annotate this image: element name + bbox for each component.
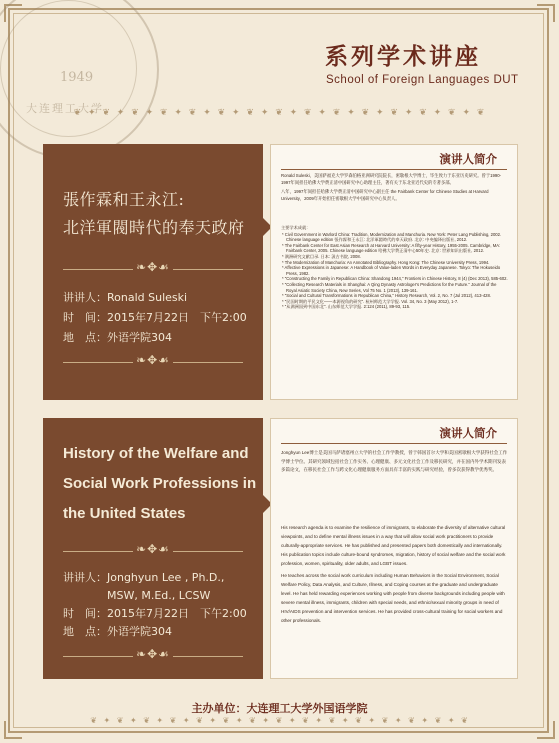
scroll-ornament-icon: ❧✥☙ (136, 542, 170, 556)
lecture1-panel (43, 144, 263, 400)
lecture1-intro-heading: 演讲人简介 (439, 152, 497, 166)
footer-ornament: ❦ ✦ ❦ ✦ ❦ ✦ ❦ ✦ ❦ ✦ ❦ ✦ ❦ ✦ ❦ ✦ ❦ ✦ ❦ ✦ ❦ ✦ ❦ ✦ ❦ ✦ ❦ ✦ ❦ (90, 716, 470, 724)
scroll-line (173, 656, 243, 657)
corner-ornament (537, 4, 555, 22)
page-title: 系列学术讲座 (325, 44, 481, 70)
work-item: * Affective Expressions in Japanese: A Handbook of Value-laden Words in Everyday Japanese. Tokyo: The Hokuseido Press, 1982. (282, 265, 501, 276)
lecture1-bio-panel (270, 144, 518, 400)
work-item: * "民国时期的平民文化——本源视角的研究". 杭州师范大学学报. Vol. 34, No. 3 (May 2012), 1-7. (282, 298, 459, 304)
corner-ornament (4, 721, 22, 739)
lecture2-speaker-credentials: MSW, M.Ed., LCSW (63, 589, 211, 602)
lecture2-place: 地 点：外语学院304 (63, 625, 172, 638)
lecture2-intro-heading: 演讲人简介 (439, 426, 497, 440)
work-item: * 满洲研究文献目录. 日本: 汲古书院, 2008. (282, 253, 361, 259)
work-item: * The Modernization of Manchuria: An Annotated Bibliography. Hong Kong: The Chinese University Press, 1994. (282, 259, 490, 265)
lecture2-bio-en-para1: His research agenda is to examine the resilience of immigrants, to elaborate the diversity of alternative cultural viewpoints, and to define mental illness issues in a way that will allow social work practitioners to provide culturally-appropriate services. He has published and presented papers both domestically and internationally. His publication topics include culture-bound syndromes, migration, history of social welfare and the social work profession, women, spirituality, older adults, and LGBT issues. (281, 525, 506, 566)
works-heading: 主要学术成就： (281, 225, 311, 230)
work-item: * "Collecting Research Materials in Shanghai: A Qing Dynasty Astrologer's Predictions for the Future." Journal of the Royal Asiatic Society China, New Series, Vol 75 No. 1 (2013), 139-161. (282, 281, 497, 293)
lecture2-bio-en-para2: He teaches across the social work curriculum including Human Behaviors in the Social Environment, Social Welfare Policy, Data Analysis, and Culture, Illness, and Coping courses at the graduate and undergraduate level. He has held rewarding experiences working with people from diverse backgrounds including people with severe mental illness, immigrants, children with special needs, and ethnic/sexual minority groups in need of HIV/AIDS prevention and intervention services. He has provided cross-cultural training for social workers and other professionals. (281, 573, 505, 623)
work-item: * "Social and Cultural Transformations in Republican China," History Research, Vol. 2, No. 7 (Jul 2012), 413-428. (282, 293, 491, 299)
lecture1-bio-text2: 八年，1997年间担任哈佛大学费正清中国研究中心副主任 the Fairbank Center for Chinese Studies at Harvard University，2009年开始担任密歇根大学中国研究中心负责人。 (281, 189, 489, 201)
page-subtitle: School of Foreign Languages DUT (326, 74, 519, 86)
lecture1-time: 时 间：2015年7月22日 下午2:00 (63, 311, 247, 324)
lecture2-panel (43, 418, 263, 679)
seal-year: 1949 (60, 70, 94, 85)
scroll-line (173, 551, 243, 552)
lecture2-bio-panel (270, 418, 518, 679)
lecture1-speaker: 讲讲人：Ronald Suleski (63, 291, 188, 304)
scroll-line (173, 362, 243, 363)
work-item: * The Fairbank Center for East Asian Research at Harvard University: A fifty-year History, 1955-2005. Cambridge, MA: Fairbank Center, 2005. Chinese language edition 哈佛大学费正清中心50年史. 北京: 世界知识出版社, 2012. (282, 242, 501, 254)
lecture2-title-line3: the United States (63, 505, 186, 522)
lecture2-bio-cn: Jonghyun Lee博士是美国马萨诸塞州立大学的社会工作学教授，曾于韩国首尔大学和美国密歇根大学获得社会工作学博士学位。其研究领域包括社会工作实务、心理健康、多元文化社会工作及移民研究，并在国内外学术期刊发表多篇论文，在移民社会工作与跨文化心理健康服务方面具有丰富的实践与研究经验，曾多次获得教学优秀奖。 (281, 450, 508, 472)
scroll-ornament-icon: ❧✥☙ (136, 353, 170, 367)
divider-ornament: ❦ ✦ ❦ ✦ ❦ ✦ ❦ ✦ ❦ ✦ ❦ ✦ ❦ ✦ ❦ ✦ ❦ ✦ ❦ ✦ ❦ ✦ ❦ ✦ ❦ ✦ ❦ ✦ ❦ (73, 108, 487, 118)
lecture1-works (281, 225, 508, 397)
lecture1-place: 地 点：外语学院304 (63, 331, 172, 344)
scroll-line (173, 269, 243, 270)
lecture2-title-line1: History of the Welfare and (63, 445, 249, 462)
lecture1-title-line1: 張作霖和王永江: (63, 190, 185, 209)
heading-rule (281, 169, 507, 170)
work-item: * "从满洲国到中国东北". 山东师范大学学报. 2:124 (2011), 89-93, 115. (282, 304, 411, 310)
lecture1-title-line2: 北洋軍閥時代的奉天政府 (63, 218, 245, 237)
lecture2-time: 时 间：2015年7月22日 下午2:00 (63, 607, 247, 620)
lecture1-bio (281, 173, 508, 219)
lecture2-bio-en (281, 523, 508, 673)
heading-rule (281, 443, 507, 444)
organizer: 主办单位：大连理工大学外国语学院 (191, 702, 368, 715)
seal-text: 大连理工大学 (26, 102, 104, 115)
scroll-ornament-icon: ❧✥☙ (136, 647, 170, 661)
lecture1-bio-text: Ronald Suleski，美国萨福克大学罗森伯格亚洲研究院院长，密歇根大学博士，毕生致力于东亚历史研究。曾于1990-1997年间担任哈佛大学费正清中国研究中心助理主任，著有关于东北亚近代史的专著多部。 (281, 173, 502, 185)
work-item: * Civil Government in Warlord China: Tradition, Modernization and Manchuria. New York: Peter Lang Publishing, 2002. Chinese language edition 張作霖和王永江: 北洋軍閥時代的奉天政府. 北京: 中央编译出版社, 2012. (282, 231, 502, 243)
corner-ornament (537, 721, 555, 739)
lecture2-speaker: 讲讲人：Jonghyun Lee , Ph.D., (63, 571, 225, 584)
lecture2-title-line2: Social Work Professions in (63, 475, 257, 492)
work-item: * "Constructing the Family in Republican China: Shandong 1944," Frontiers in Chinese History, 8 (4) (Dec 2013), 585-602. (282, 276, 508, 282)
scroll-ornament-icon: ❧✥☙ (136, 260, 170, 274)
